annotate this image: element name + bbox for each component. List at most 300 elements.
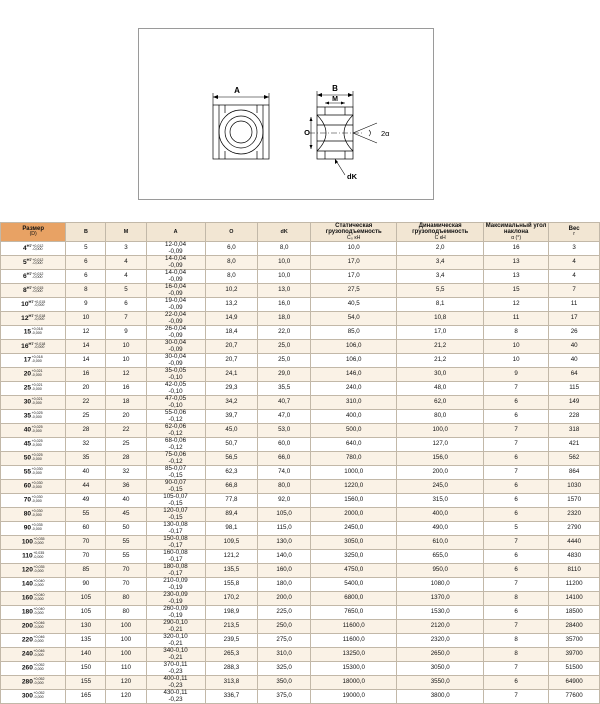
cell-size (1, 340, 66, 354)
cell-a (146, 536, 205, 550)
cell-m: 110 (106, 662, 146, 676)
cell-weight: 14100 (549, 592, 600, 606)
cell-dynamic-load: 2650,0 (397, 648, 483, 662)
a-value: 42 (165, 381, 172, 389)
cell-size (1, 592, 66, 606)
cell-size (1, 690, 66, 704)
cell-max-angle: 7 (483, 662, 548, 676)
cell-size (1, 620, 66, 634)
cell-weight: 8110 (549, 564, 600, 578)
a-value: 260 (163, 605, 174, 613)
cell-b: 155 (66, 676, 106, 690)
size-value: 25 (23, 384, 32, 392)
cell-size (1, 326, 66, 340)
cell-static-load: 240,0 (310, 382, 396, 396)
column-header-o-title: O (229, 228, 234, 235)
technical-drawing-panel (138, 28, 434, 200)
cell-m: 80 (106, 606, 146, 620)
size-value: 90 (23, 524, 32, 532)
table-row (1, 606, 600, 620)
cell-b: 8 (66, 284, 106, 298)
a-tolerance: -0,11 -0,23 (168, 661, 188, 675)
a-value: 160 (163, 549, 174, 557)
size-value: 180 (21, 608, 33, 616)
cell-b: 140 (66, 648, 106, 662)
cell-size (1, 354, 66, 368)
a-value: 62 (165, 423, 172, 431)
cell-max-angle: 8 (483, 326, 548, 340)
cell-size (1, 480, 66, 494)
size-value: 110 (22, 552, 33, 560)
cell-m: 80 (106, 592, 146, 606)
cell-size (1, 256, 66, 270)
cell-o: 13,2 (205, 298, 258, 312)
a-tolerance: -0,09 -0,19 (168, 605, 188, 619)
size-value: 50 (23, 454, 32, 462)
cell-static-load: 1000,0 (310, 466, 396, 480)
dimension-label-dk: dK (347, 172, 357, 181)
column-header-o (205, 223, 258, 242)
cell-dynamic-load: 48,0 (397, 382, 483, 396)
cell-o: 213,5 (205, 620, 258, 634)
size-tolerance: +0,052 -0,000 (33, 677, 45, 685)
cell-dynamic-load: 8,1 (397, 298, 483, 312)
a-value: 430 (163, 689, 174, 697)
cell-o: 20,7 (205, 340, 258, 354)
a-value: 16 (165, 283, 172, 291)
a-tolerance: -0,10 -0,21 (168, 633, 188, 647)
column-header-static-load-sub: C₀ кН (347, 234, 361, 241)
cell-o: 336,7 (205, 690, 258, 704)
cell-max-angle: 7 (483, 438, 548, 452)
dimension-label-angle: 2α (381, 129, 390, 138)
cell-dk: 200,0 (258, 592, 311, 606)
cell-max-angle: 7 (483, 536, 548, 550)
size-value: 30 (23, 398, 32, 406)
cell-size (1, 284, 66, 298)
table-row (1, 354, 600, 368)
cell-dynamic-load: 655,0 (397, 550, 483, 564)
cell-b: 35 (66, 452, 106, 466)
cell-max-angle: 11 (483, 312, 548, 326)
size-tolerance: +0,035 -0,000 (33, 551, 45, 559)
cell-m: 6 (106, 298, 146, 312)
size-value: 6 (22, 273, 27, 281)
cell-size (1, 424, 66, 438)
cell-a (146, 396, 205, 410)
cell-weight: 2790 (549, 522, 600, 536)
size-fit-class: H7 (26, 256, 32, 262)
cell-static-load: 19000,0 (310, 690, 396, 704)
a-value: 26 (165, 325, 172, 333)
table-row (1, 270, 600, 284)
cell-b: 165 (66, 690, 106, 704)
cell-static-load: 18000,0 (310, 676, 396, 690)
cell-weight: 1030 (549, 480, 600, 494)
table-row (1, 382, 600, 396)
cell-max-angle: 7 (483, 690, 548, 704)
a-value: 12 (165, 241, 172, 249)
cell-weight: 40 (549, 340, 600, 354)
cell-m: 50 (106, 522, 146, 536)
cell-o: 62,3 (205, 466, 258, 480)
a-value: 14 (165, 255, 172, 263)
column-header-weight-title: Вес (568, 226, 580, 233)
cell-m: 28 (106, 452, 146, 466)
cell-a (146, 284, 205, 298)
specification-table-wrapper (0, 222, 600, 704)
cell-m: 55 (106, 536, 146, 550)
size-tolerance: +0,030 -0,000 (31, 509, 43, 517)
a-tolerance: -0,07 -0,15 (168, 507, 188, 521)
cell-max-angle: 10 (483, 354, 548, 368)
cell-o: 8,0 (205, 256, 258, 270)
cell-static-load: 2450,0 (310, 522, 396, 536)
table-row (1, 550, 600, 564)
cell-dk: 250,0 (258, 620, 311, 634)
cell-b: 12 (66, 326, 106, 340)
size-fit-class: H7 (26, 270, 32, 276)
cell-static-load: 1560,0 (310, 494, 396, 508)
size-tolerance: +0,018 -0,000 (34, 313, 46, 322)
cell-static-load: 400,0 (310, 410, 396, 424)
size-tolerance: +0,030 -0,000 (31, 481, 43, 489)
cell-b: 105 (66, 606, 106, 620)
size-value: 280 (21, 678, 33, 686)
cell-o: 29,3 (205, 382, 258, 396)
dimension-label-m: M (332, 96, 338, 103)
cell-weight: 228 (549, 410, 600, 424)
cell-a (146, 326, 205, 340)
cell-dk: 8,0 (258, 242, 311, 256)
cell-b: 6 (66, 256, 106, 270)
cell-max-angle: 6 (483, 550, 548, 564)
table-row (1, 466, 600, 480)
table-row (1, 508, 600, 522)
size-tolerance: +0,035 -0,000 (31, 523, 43, 531)
cell-weight: 40 (549, 354, 600, 368)
cell-static-load: 13250,0 (310, 648, 396, 662)
a-value: 85 (165, 465, 172, 473)
a-tolerance: -0,05 -0,10 (168, 367, 187, 381)
cell-b: 85 (66, 564, 106, 578)
cell-dynamic-load: 5,5 (397, 284, 483, 298)
cell-a (146, 270, 205, 284)
size-fit-class: H7 (26, 242, 32, 248)
table-row (1, 592, 600, 606)
cell-m: 40 (106, 494, 146, 508)
cell-dk: 74,0 (258, 466, 311, 480)
cell-o: 39,7 (205, 410, 258, 424)
a-value: 75 (165, 451, 172, 459)
cell-size (1, 662, 66, 676)
cell-b: 70 (66, 536, 106, 550)
table-row (1, 284, 600, 298)
cell-size (1, 410, 66, 424)
size-tolerance: +0,025 -0,000 (31, 453, 43, 461)
cell-max-angle: 6 (483, 606, 548, 620)
cell-static-load: 10,0 (310, 242, 396, 256)
size-value: 4 (22, 245, 27, 253)
table-row (1, 312, 600, 326)
size-fit-class: H7 (26, 284, 32, 290)
cell-o: 121,2 (205, 550, 258, 564)
size-tolerance: +0,021 -0,000 (31, 369, 43, 377)
cell-m: 12 (106, 368, 146, 382)
cell-a (146, 438, 205, 452)
a-value: 35 (165, 367, 172, 375)
cell-weight: 11 (549, 298, 600, 312)
a-tolerance: -0,04 -0,09 (168, 325, 187, 339)
table-row (1, 564, 600, 578)
cell-max-angle: 13 (483, 256, 548, 270)
cell-dk: 35,5 (258, 382, 311, 396)
cell-m: 36 (106, 480, 146, 494)
cell-dk: 22,0 (258, 326, 311, 340)
cell-max-angle: 7 (483, 578, 548, 592)
cell-o: 8,0 (205, 270, 258, 284)
cell-a (146, 690, 205, 704)
cell-m: 7 (106, 312, 146, 326)
cell-m: 10 (106, 354, 146, 368)
a-value: 150 (163, 535, 174, 543)
cell-dk: 180,0 (258, 578, 311, 592)
table-row (1, 368, 600, 382)
cell-a (146, 312, 205, 326)
a-tolerance: -0,09 -0,19 (168, 577, 188, 591)
cell-dk: 225,0 (258, 606, 311, 620)
a-tolerance: -0,05 -0,10 (168, 395, 187, 409)
cell-static-load: 106,0 (310, 340, 396, 354)
cell-static-load: 17,0 (310, 270, 396, 284)
cell-static-load: 27,5 (310, 284, 396, 298)
cell-o: 239,5 (205, 634, 258, 648)
a-tolerance: -0,06 -0,12 (168, 409, 187, 423)
size-tolerance: +0,025 -0,000 (31, 439, 43, 447)
a-value: 105 (163, 493, 174, 501)
table-row (1, 452, 600, 466)
cell-m: 70 (106, 564, 146, 578)
cell-dk: 105,0 (258, 508, 311, 522)
cell-static-load: 2000,0 (310, 508, 396, 522)
a-value: 68 (165, 437, 172, 445)
table-row (1, 620, 600, 634)
size-value: 8 (22, 287, 27, 295)
size-tolerance: +0,030 -0,000 (31, 495, 43, 503)
cell-max-angle: 12 (483, 298, 548, 312)
cell-m: 4 (106, 256, 146, 270)
cell-dynamic-load: 3050,0 (397, 662, 483, 676)
size-tolerance: +0,018 -0,000 (31, 327, 43, 335)
size-value: 300 (21, 692, 33, 700)
size-value: 240 (21, 650, 33, 658)
column-header-m (106, 223, 146, 242)
size-tolerance: +0,040 -0,000 (33, 579, 45, 587)
cell-size (1, 270, 66, 284)
a-value: 340 (163, 647, 174, 655)
cell-dk: 80,0 (258, 480, 311, 494)
column-header-b (66, 223, 106, 242)
cell-static-load: 7650,0 (310, 606, 396, 620)
cell-a (146, 410, 205, 424)
cell-static-load: 106,0 (310, 354, 396, 368)
cell-dk: 25,0 (258, 354, 311, 368)
cell-dk: 115,0 (258, 522, 311, 536)
a-value: 55 (165, 409, 172, 417)
cell-b: 16 (66, 368, 106, 382)
size-tolerance: +0,040 -0,000 (33, 607, 45, 615)
size-value: 20 (23, 370, 32, 378)
cell-a (146, 466, 205, 480)
cell-static-load: 640,0 (310, 438, 396, 452)
cell-o: 288,3 (205, 662, 258, 676)
cell-b: 70 (66, 550, 106, 564)
cell-m: 3 (106, 242, 146, 256)
a-value: 30 (165, 339, 172, 347)
size-tolerance: +0,030 -0,000 (31, 467, 43, 475)
cell-o: 34,2 (205, 396, 258, 410)
cell-dynamic-load: 2,0 (397, 242, 483, 256)
cell-static-load: 500,0 (310, 424, 396, 438)
cell-a (146, 494, 205, 508)
cell-size (1, 564, 66, 578)
size-tolerance: +0,035 -0,000 (33, 537, 45, 545)
cell-weight: 4 (549, 270, 600, 284)
a-tolerance: -0,10 -0,21 (168, 619, 188, 633)
cell-dynamic-load: 315,0 (397, 494, 483, 508)
size-tolerance: +0,012 -0,000 (32, 243, 44, 252)
size-value: 140 (21, 580, 33, 588)
size-tolerance: +0,025 -0,000 (31, 411, 43, 419)
cell-dynamic-load: 3,4 (397, 256, 483, 270)
cell-size (1, 578, 66, 592)
column-header-size-title: Размер (22, 226, 44, 233)
cell-dk: 310,0 (258, 648, 311, 662)
column-header-dynamic-load (397, 223, 483, 242)
size-value: 40 (23, 426, 32, 434)
a-tolerance: -0,04 -0,09 (168, 241, 187, 255)
table-row (1, 326, 600, 340)
cell-size (1, 606, 66, 620)
cell-weight: 3 (549, 242, 600, 256)
a-tolerance: -0,06 -0,12 (168, 437, 187, 451)
cell-b: 105 (66, 592, 106, 606)
size-tolerance: +0,052 -0,000 (33, 663, 45, 671)
cell-m: 25 (106, 438, 146, 452)
cell-b: 14 (66, 354, 106, 368)
cell-o: 10,2 (205, 284, 258, 298)
a-value: 230 (163, 591, 174, 599)
cell-dynamic-load: 100,0 (397, 424, 483, 438)
a-tolerance: -0,06 -0,12 (168, 423, 187, 437)
cell-dk: 13,0 (258, 284, 311, 298)
size-value: 55 (23, 468, 32, 476)
cell-dynamic-load: 245,0 (397, 480, 483, 494)
a-tolerance: -0,10 -0,21 (168, 647, 188, 661)
a-tolerance: -0,08 -0,17 (168, 535, 188, 549)
cell-dynamic-load: 2120,0 (397, 620, 483, 634)
cell-weight: 17 (549, 312, 600, 326)
cell-b: 49 (66, 494, 106, 508)
cell-max-angle: 6 (483, 676, 548, 690)
cell-max-angle: 6 (483, 564, 548, 578)
cell-max-angle: 16 (483, 242, 548, 256)
cell-weight: 149 (549, 396, 600, 410)
size-value: 17 (23, 356, 32, 364)
cell-weight: 7 (549, 284, 600, 298)
cell-static-load: 3250,0 (310, 550, 396, 564)
size-tolerance: +0,021 -0,000 (31, 397, 43, 405)
cell-size (1, 382, 66, 396)
cell-weight: 562 (549, 452, 600, 466)
cell-a (146, 662, 205, 676)
cell-o: 198,9 (205, 606, 258, 620)
cell-max-angle: 8 (483, 634, 548, 648)
size-tolerance: +0,046 -0,000 (33, 649, 45, 657)
cell-static-load: 3050,0 (310, 536, 396, 550)
table-row (1, 578, 600, 592)
cell-a (146, 578, 205, 592)
cell-dk: 10,0 (258, 256, 311, 270)
cell-dynamic-load: 1080,0 (397, 578, 483, 592)
cell-size (1, 298, 66, 312)
size-value: 160 (21, 594, 33, 602)
cell-weight: 28400 (549, 620, 600, 634)
cell-static-load: 780,0 (310, 452, 396, 466)
column-header-max-angle (483, 223, 548, 242)
table-row (1, 662, 600, 676)
cell-static-load: 85,0 (310, 326, 396, 340)
table-row (1, 340, 600, 354)
cell-o: 155,8 (205, 578, 258, 592)
cell-max-angle: 6 (483, 410, 548, 424)
column-header-static-load (310, 223, 396, 242)
cell-max-angle: 7 (483, 382, 548, 396)
dimension-label-a: A (234, 86, 240, 95)
cell-m: 45 (106, 508, 146, 522)
cell-dk: 160,0 (258, 564, 311, 578)
cell-weight: 64900 (549, 676, 600, 690)
column-header-dk (258, 223, 311, 242)
size-tolerance: +0,018 -0,000 (34, 341, 46, 350)
cell-a (146, 648, 205, 662)
cell-b: 40 (66, 466, 106, 480)
column-header-dynamic-load-title: Динамическая грузоподъемность (412, 223, 469, 236)
cell-dynamic-load: 30,0 (397, 368, 483, 382)
cell-max-angle: 6 (483, 452, 548, 466)
cell-b: 9 (66, 298, 106, 312)
cell-dk: 18,0 (258, 312, 311, 326)
size-value: 260 (21, 664, 33, 672)
cell-weight: 115 (549, 382, 600, 396)
a-tolerance: -0,04 -0,09 (168, 255, 187, 269)
cell-size (1, 466, 66, 480)
cell-o: 109,5 (205, 536, 258, 550)
cell-size (1, 508, 66, 522)
column-header-dk-title: dK (280, 228, 288, 235)
column-header-size (1, 223, 66, 242)
cell-weight: 11200 (549, 578, 600, 592)
a-tolerance: -0,08 -0,17 (168, 563, 188, 577)
cell-dk: 130,0 (258, 536, 311, 550)
cell-size (1, 452, 66, 466)
cell-b: 20 (66, 382, 106, 396)
cell-b: 44 (66, 480, 106, 494)
a-value: 47 (165, 395, 172, 403)
cell-static-load: 11600,0 (310, 620, 396, 634)
size-tolerance: +0,052 -0,000 (33, 691, 45, 699)
dimension-label-b: B (332, 84, 338, 93)
